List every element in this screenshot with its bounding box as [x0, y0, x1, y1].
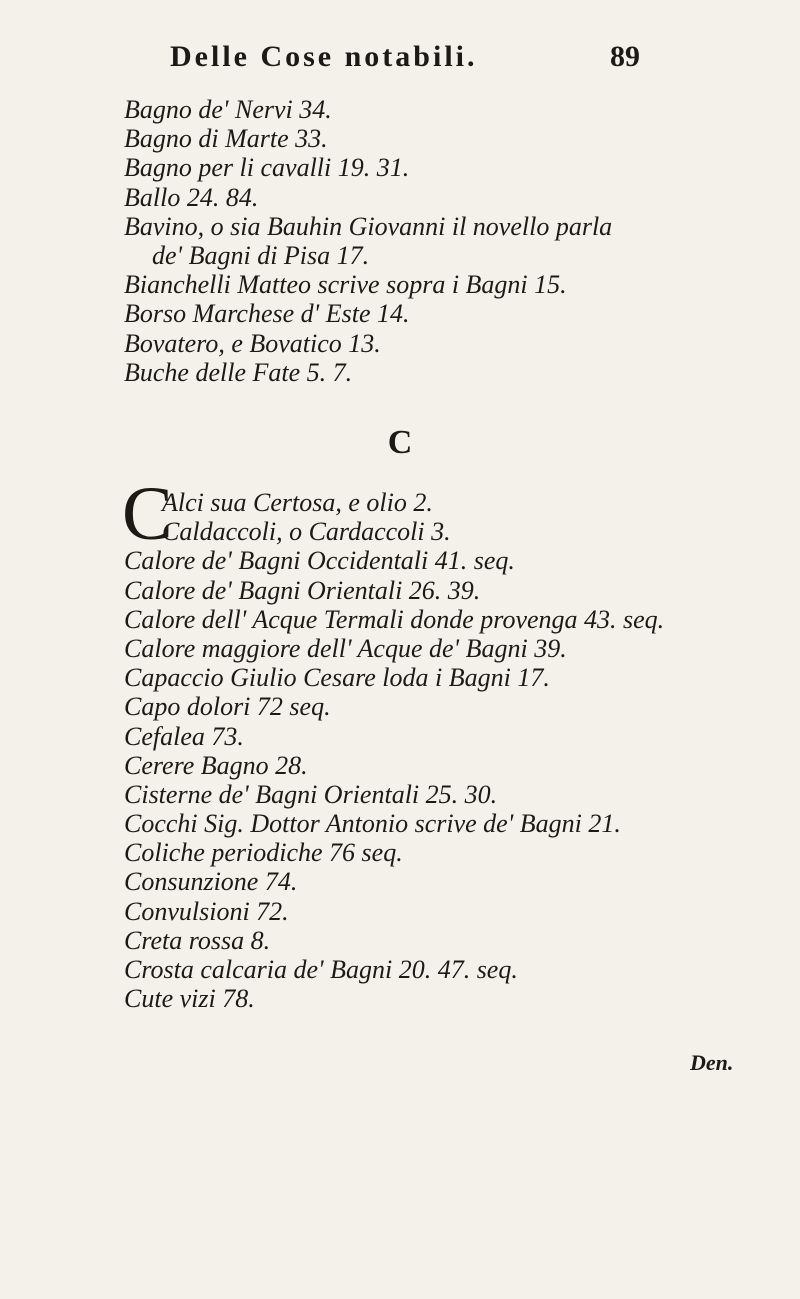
index-entry: Creta rossa 8. [124, 925, 271, 955]
index-entry: Cocchi Sig. Dottor Antonio scrive de' Bagni 21. [124, 809, 621, 839]
index-entries-c [122, 472, 764, 1014]
index-entry: Bianchelli Matteo scrive sopra i Bagni 15. [124, 270, 567, 300]
section-letter: C [387, 424, 413, 461]
page-number: 89 [610, 40, 640, 73]
running-head: Delle Cose notabili. [170, 40, 478, 73]
index-entry: Cisterne de' Bagni Orientali 25. 30. [124, 779, 498, 809]
index-entry-text: Caldaccoli, o Cardaccoli 3. [162, 517, 451, 547]
catchword: Den. [690, 1050, 734, 1075]
index-entry: Buche delle Fate 5. 7. [124, 357, 353, 387]
index-entry: Calore maggiore dell' Acque de' Bagni 39. [124, 633, 567, 663]
index-entry: Capaccio Giulio Cesare loda i Bagni 17. [124, 663, 550, 693]
index-entry: Ballo 24. 84. [124, 182, 259, 212]
index-entry: Cerere Bagno 28. [124, 750, 308, 780]
index-entries-b [124, 95, 744, 387]
index-entry-text: Alci sua Certosa, e olio 2. [162, 488, 433, 517]
drop-cap: C [122, 472, 173, 556]
index-entry: Crosta calcaria de' Bagni 20. 47. seq. [124, 955, 518, 984]
index-entry: Convulsioni 72. [124, 896, 289, 926]
index-entry-continuation: de' Bagni di Pisa 17. [152, 240, 370, 270]
index-entry: Coliche periodiche 76 seq. [124, 838, 403, 868]
index-entry: Bagno de' Nervi 34. [124, 95, 332, 124]
index-entry: Bagno per li cavalli 19. 31. [124, 153, 410, 183]
index-entry: Bagno di Marte 33. [124, 124, 328, 154]
index-entry: Bavino, o sia Bauhin Giovanni il novello parla [124, 211, 613, 241]
index-entry: Cefalea 73. [124, 721, 244, 751]
index-entry: Consunzione 74. [124, 867, 298, 897]
index-entry: Borso Marchese d' Este 14. [124, 299, 410, 329]
index-entry: Cute vizi 78. [124, 984, 255, 1014]
index-entry: Calore de' Bagni Occidentali 41. seq. [124, 546, 515, 576]
page-header [170, 40, 640, 84]
index-entry: Calore dell' Acque Termali donde provenga 43. seq. [124, 604, 665, 634]
index-entry: Capo dolori 72 seq. [124, 692, 331, 722]
index-entry-second [124, 517, 764, 546]
index-entry: Bovatero, e Bovatico 13. [124, 328, 381, 358]
index-entry: Calore de' Bagni Orientali 26. 39. [124, 575, 481, 605]
